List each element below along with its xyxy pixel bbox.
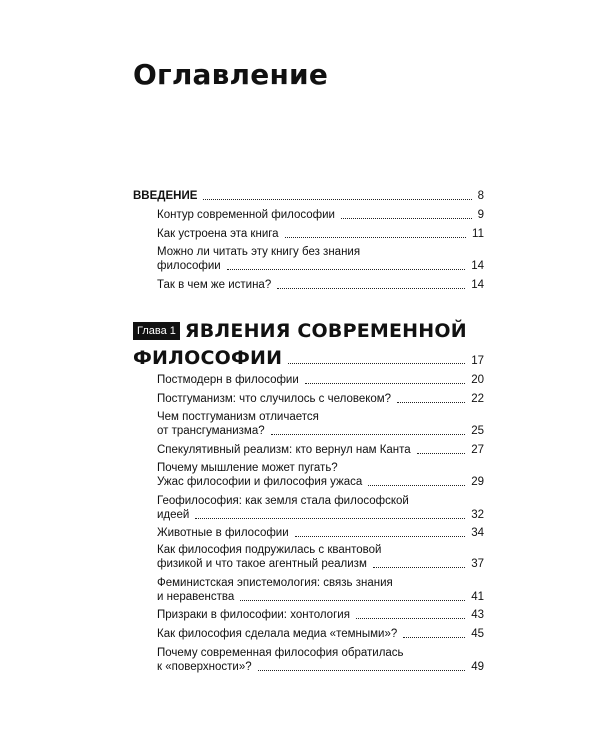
toc-entry[interactable] — [157, 646, 484, 674]
leader-dots — [277, 288, 465, 289]
toc-entry[interactable] — [157, 627, 484, 641]
leader-dots — [305, 383, 465, 384]
chapter-page: 17 — [471, 355, 484, 367]
toc-entry-title: Так в чем же истина? — [157, 279, 272, 291]
toc-entry-title: Спекулятивный реализм: кто вернул нам Канта — [157, 444, 411, 456]
leader-dots — [403, 637, 465, 638]
toc-entry-title: Постгуманизм: что случилось с человеком? — [157, 393, 392, 405]
toc-entry-page: 34 — [471, 527, 484, 539]
toc-entry-page: 20 — [471, 374, 484, 386]
toc-entry[interactable] — [157, 543, 484, 571]
toc-entry-title-line1: Почему мышление может пугать? — [157, 462, 338, 474]
toc-entry[interactable] — [157, 494, 484, 522]
toc-entry-title-line2: от трансгуманизма? — [157, 425, 265, 437]
toc-entry-title-line2: Ужас философии и философия ужаса — [157, 476, 363, 488]
chapter-heading[interactable] — [133, 317, 484, 370]
toc-entry[interactable] — [157, 576, 484, 604]
toc-entry-title-line1: Феминистская эпистемология: связь знания — [157, 577, 393, 589]
leader-dots — [203, 199, 471, 200]
leader-dots — [368, 485, 465, 486]
toc-entry-title: Контур современной философии — [157, 209, 335, 221]
toc-entry-title: Как устроена эта книга — [157, 228, 279, 240]
toc-entry-page: 11 — [472, 228, 484, 240]
toc-entry-title-line1: Как философия подружилась с квантовой — [157, 544, 382, 556]
toc-entry[interactable] — [157, 208, 484, 222]
toc-entry-page: 32 — [471, 509, 484, 521]
chapter-label: Глава 1 — [133, 322, 180, 340]
toc-entry-title: Призраки в философии: хонтология — [157, 609, 350, 621]
toc-entry-page: 37 — [471, 558, 484, 570]
toc-entry[interactable] — [157, 227, 484, 241]
toc-entry[interactable] — [157, 410, 484, 438]
toc-entry-page: 43 — [471, 609, 484, 621]
toc-entry-page: 45 — [471, 628, 484, 640]
leader-dots — [227, 269, 465, 270]
toc-entry[interactable] — [157, 461, 484, 489]
toc-entry-page: 22 — [471, 393, 484, 405]
leader-dots — [341, 218, 472, 219]
toc-entry-page: 9 — [477, 209, 484, 221]
toc-entry-page: 27 — [471, 444, 484, 456]
chapter-title-line2: ФИЛОСОФИИ — [133, 347, 283, 369]
toc-entry[interactable] — [157, 245, 484, 273]
toc-entry-title-line2: философии — [157, 260, 221, 272]
leader-dots — [288, 363, 465, 364]
leader-dots — [356, 618, 465, 619]
toc-entry-page: 49 — [471, 661, 484, 673]
leader-dots — [417, 453, 466, 454]
toc-entry-title-line1: Геофилософия: как земля стала философской — [157, 495, 409, 507]
leader-dots — [397, 402, 465, 403]
toc-entry-page: 14 — [471, 260, 484, 272]
toc-entry-title-line1: Почему современная философия обратилась — [157, 647, 404, 659]
toc-entry-title-line1: Можно ли читать эту книгу без знания — [157, 246, 361, 258]
leader-dots — [295, 536, 466, 537]
toc-entry[interactable] — [157, 392, 484, 406]
toc-entry[interactable] — [157, 373, 484, 387]
toc-entry-page: 8 — [477, 190, 484, 202]
chapter-title-line1: ЯВЛЕНИЯ СОВРЕМЕННОЙ — [184, 320, 467, 342]
toc-entry-title-line2: к «поверхности»? — [157, 661, 252, 673]
leader-dots — [373, 567, 465, 568]
toc-entry-title-line2: идеей — [157, 509, 190, 521]
toc-entry[interactable] — [157, 443, 484, 457]
toc-entry-page: 14 — [471, 279, 484, 291]
toc-entry[interactable] — [157, 526, 484, 540]
toc-entry-title-line1: Чем постгуманизм отличается — [157, 411, 319, 423]
page-title: Оглавление — [133, 58, 329, 91]
toc-entry-title: ВВЕДЕНИЕ — [133, 190, 198, 202]
toc-entry-title: Животные в философии — [157, 527, 289, 539]
toc-entry-intro[interactable] — [133, 189, 484, 203]
toc-entry[interactable] — [157, 278, 484, 292]
leader-dots — [240, 600, 465, 601]
leader-dots — [258, 670, 466, 671]
toc-entry-title-line2: и неравенства — [157, 591, 235, 603]
toc-entry-page: 29 — [471, 476, 484, 488]
toc-entry[interactable] — [157, 608, 484, 622]
toc-entry-title: Как философия сделала медиа «темными»? — [157, 628, 398, 640]
leader-dots — [271, 434, 466, 435]
leader-dots — [285, 237, 466, 238]
toc-entry-page: 41 — [471, 591, 484, 603]
leader-dots — [195, 518, 465, 519]
toc-entry-page: 25 — [471, 425, 484, 437]
toc-entry-title-line2: физикой и что такое агентный реализм — [157, 558, 367, 570]
toc-entry-title: Постмодерн в философии — [157, 374, 299, 386]
